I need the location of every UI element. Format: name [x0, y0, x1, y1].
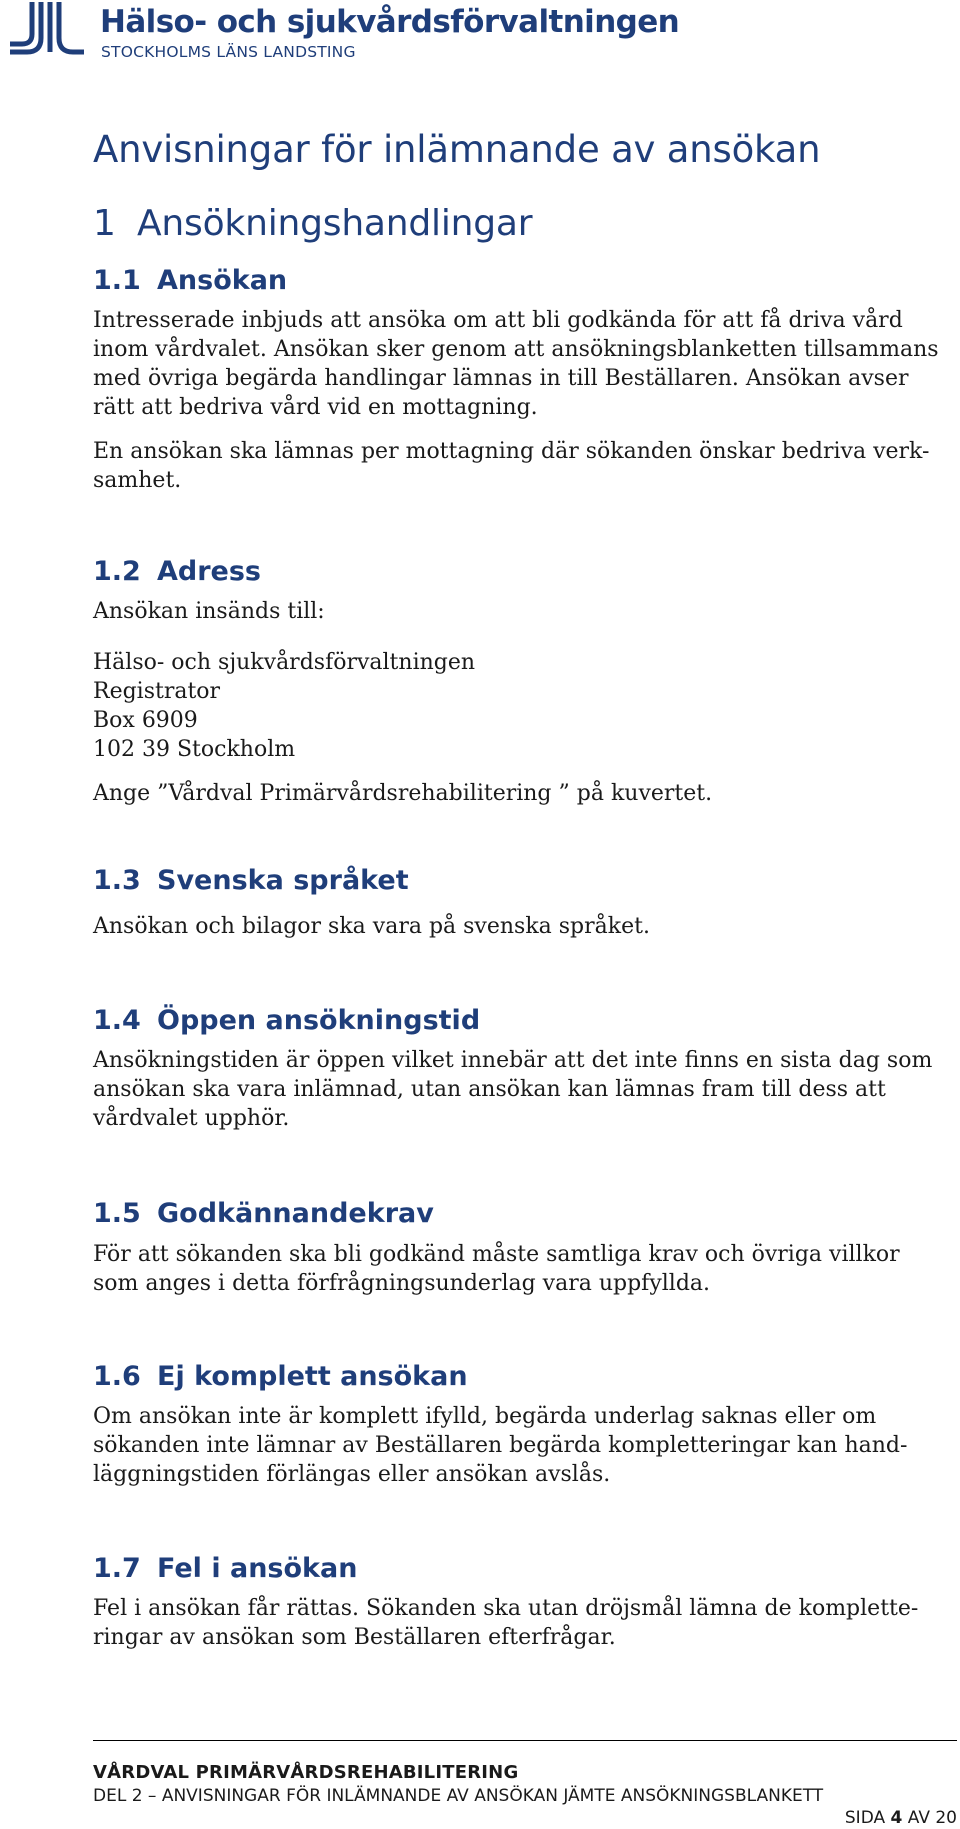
text-line: Om ansökan inte är komplett ifylld, begärda underlag saknas eller om — [93, 1404, 877, 1429]
text-line: sökanden inte lämnar av Beställaren begärda kompletteringar kan hand- — [93, 1433, 908, 1458]
text-line: läggningstiden förlängas eller ansökan avslås. — [93, 1462, 611, 1487]
paragraph — [93, 1240, 960, 1298]
text-line: inom vårdvalet. Ansökan sker genom att ansökningsblanketten tillsammans — [93, 337, 939, 362]
text-line: En ansökan ska lämnas per mottagning där sökanden önskar bedriva verk- — [93, 439, 930, 464]
section-title: Ansökan — [157, 265, 288, 296]
sll-logo-icon — [10, 0, 84, 60]
chapter-heading — [93, 203, 532, 244]
footer-document-part: DEL 2 – ANVISNINGAR FÖR INLÄMNANDE AV ANSÖKAN JÄMTE ANSÖKNINGSBLANKETT — [93, 1786, 824, 1806]
org-subtitle: STOCKHOLMS LÄNS LANDSTING — [101, 43, 356, 61]
paragraph — [93, 306, 960, 422]
section-heading-1-3 — [93, 865, 409, 896]
text-line: med övriga begärda handlingar lämnas in till Beställaren. Ansökan avser — [93, 366, 909, 391]
text-line: ringar av ansökan som Beställaren efterfrågar. — [93, 1625, 616, 1650]
text-line: Box 6909 — [93, 708, 198, 733]
text-line: ansökan ska vara inlämnad, utan ansökan kan lämnas fram till dess att — [93, 1077, 886, 1102]
footer-divider — [93, 1740, 957, 1741]
text-line: rätt att bedriva vård vid en mottagning. — [93, 395, 538, 420]
text-line: Ansökningstiden är öppen vilket innebär att det inte finns en sista dag som — [93, 1048, 933, 1073]
text-line: Intresserade inbjuds att ansöka om att bli godkända för att få driva vård — [93, 308, 903, 333]
paragraph — [93, 1046, 960, 1133]
section-heading-1-5 — [93, 1198, 434, 1229]
text-line: 102 39 Stockholm — [93, 737, 296, 762]
org-name: Hälso- och sjukvårdsförvaltningen — [100, 4, 680, 40]
page-current: 4 — [890, 1808, 903, 1828]
paragraph — [93, 779, 960, 808]
footer-program-name: VÅRDVAL PRIMÄRVÅRDSREHABILITERING — [93, 1762, 519, 1783]
text-line: Hälso- och sjukvårdsförvaltningen — [93, 650, 476, 675]
section-title: Ej komplett ansökan — [157, 1361, 468, 1392]
text-line: Fel i ansökan får rättas. Sökanden ska utan dröjsmål lämna de komplette- — [93, 1596, 919, 1621]
text-line: samhet. — [93, 468, 182, 493]
section-heading-1-7 — [93, 1553, 357, 1584]
section-title: Öppen ansökningstid — [157, 1005, 481, 1036]
section-number: 1.6 — [93, 1361, 141, 1392]
section-number: 1.1 — [93, 265, 141, 296]
section-title: Fel i ansökan — [157, 1553, 358, 1584]
section-number: 1.7 — [93, 1553, 141, 1584]
section-heading-1-6 — [93, 1361, 468, 1392]
text-line: vårdvalet upphör. — [93, 1106, 290, 1131]
section-heading-1-2 — [93, 556, 261, 587]
paragraph — [93, 437, 960, 495]
text-line: För att sökanden ska bli godkänd måste samtliga krav och övriga villkor — [93, 1242, 900, 1267]
section-title: Adress — [157, 556, 261, 587]
paragraph — [93, 1402, 960, 1489]
section-number: 1.3 — [93, 865, 141, 896]
address-block — [93, 648, 960, 764]
header-logo — [10, 0, 710, 62]
section-number: 1.4 — [93, 1005, 141, 1036]
page-prefix: SIDA — [844, 1808, 886, 1828]
section-number: 1.2 — [93, 556, 141, 587]
text-line: Registrator — [93, 679, 221, 704]
text-line: Ansökan och bilagor ska vara på svenska språket. — [93, 914, 650, 939]
page-separator: AV — [907, 1808, 930, 1828]
section-number: 1.5 — [93, 1198, 141, 1229]
section-title: Godkännandekrav — [157, 1198, 434, 1229]
section-title: Svenska språket — [157, 865, 409, 896]
document-title: Anvisningar för inlämnande av ansökan — [93, 128, 821, 171]
paragraph — [93, 912, 960, 941]
paragraph — [93, 1594, 960, 1652]
paragraph — [93, 597, 960, 626]
section-heading-1-1 — [93, 265, 287, 296]
chapter-title: Ansökningshandlingar — [137, 203, 533, 244]
page-number — [845, 1808, 957, 1828]
text-line: som anges i detta förfrågningsunderlag vara uppfyllda. — [93, 1271, 711, 1296]
text-line: Ange ”Vårdval Primärvårdsrehabilitering ” på kuvertet. — [93, 781, 713, 806]
section-heading-1-4 — [93, 1005, 480, 1036]
chapter-number: 1 — [93, 203, 116, 244]
text-line: Ansökan insänds till: — [93, 599, 325, 624]
page-total: 20 — [935, 1808, 957, 1828]
